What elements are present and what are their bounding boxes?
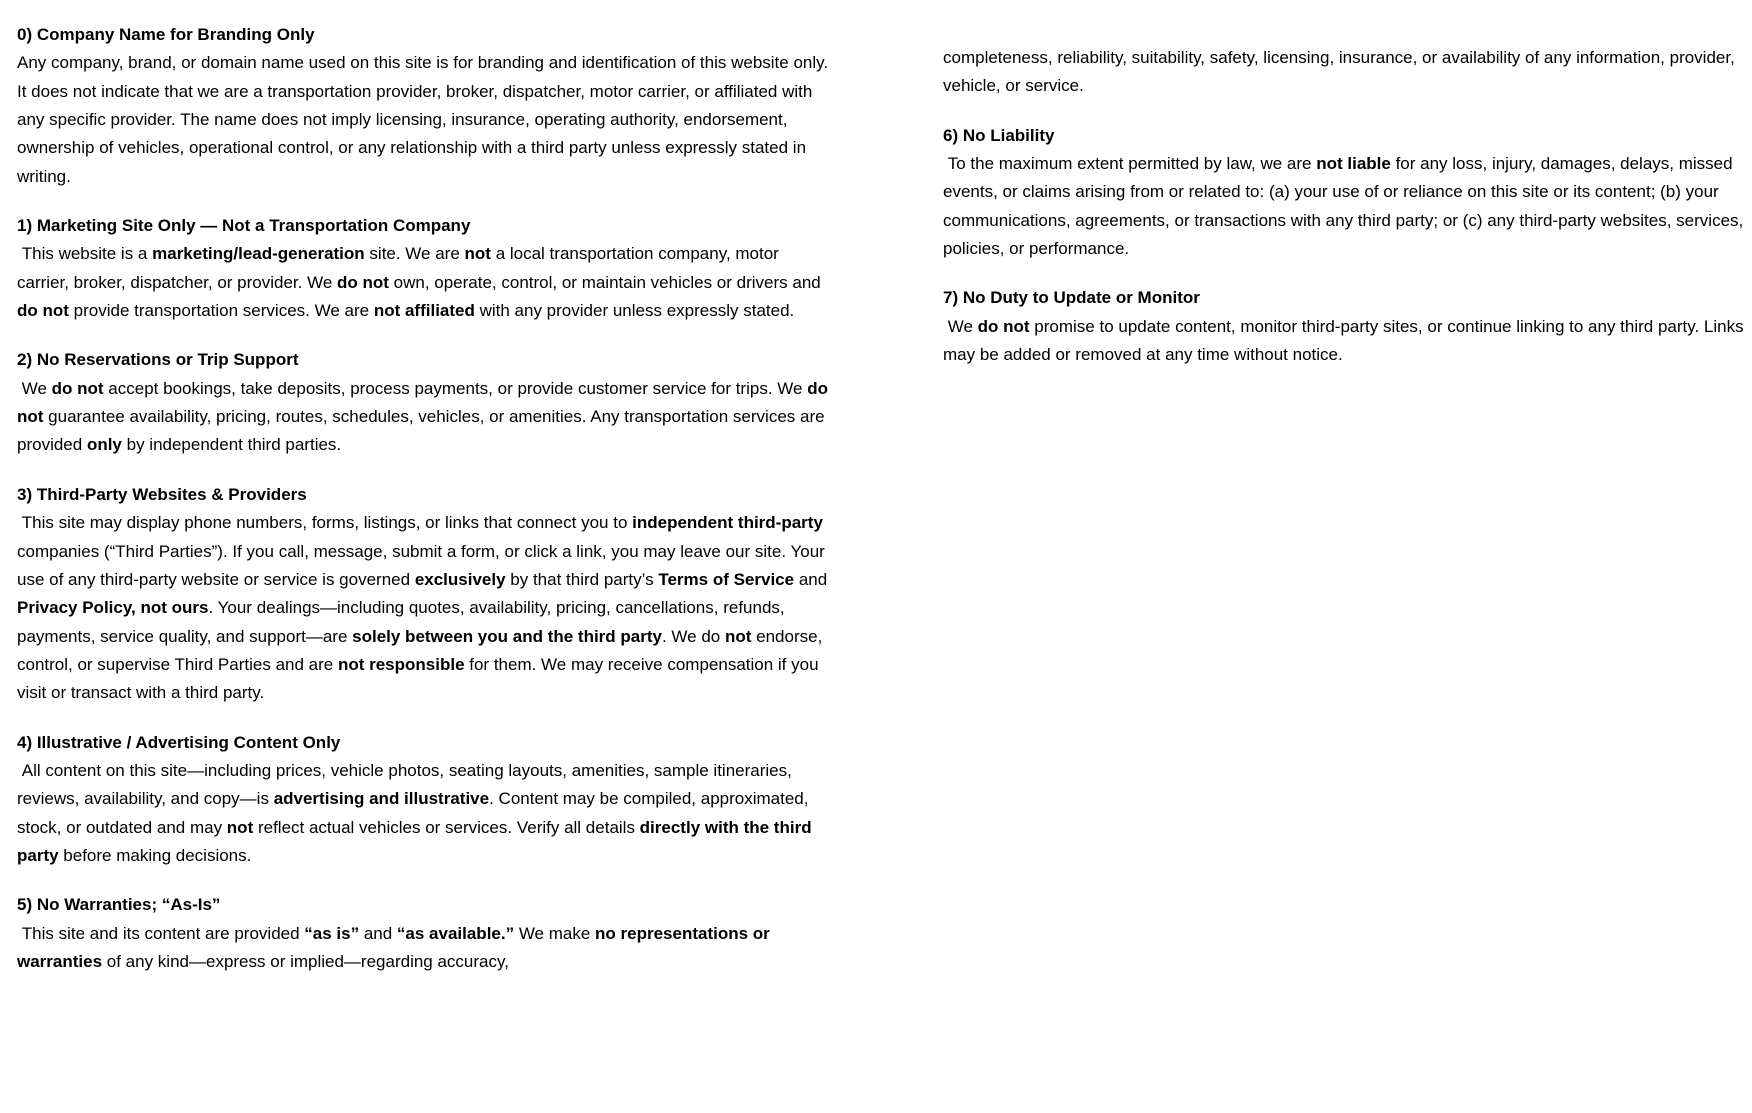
body-text: by that third party’s — [505, 569, 659, 589]
section-heading — [943, 284, 1748, 312]
body-text: companies (“Third Parties”). If you call, message, submit a form, or click a link, you may leave our site. Your use of any third-party website or service is governed — [17, 513, 830, 589]
body-text: guarantee availability, pricing, routes, schedules, vehicles, or amenities. Any transportation services are provided — [17, 407, 830, 455]
section-body — [17, 509, 833, 707]
section-body — [17, 240, 833, 325]
section-heading-text: 6) No Liability — [943, 125, 1055, 145]
section-heading-text: 2) No Reservations or Trip Support — [17, 350, 299, 370]
emphasis-text: independent third-party — [632, 513, 823, 533]
emphasis-text: directly with the third party — [17, 817, 817, 865]
section-heading-text: 1) Marketing Site Only — Not a Transportation Company — [17, 216, 471, 236]
body-text: . Content may be compiled, approximated, stock, or outdated and may — [17, 789, 814, 837]
section-0-company-name-branding — [17, 21, 833, 191]
section-2-no-reservations — [17, 346, 833, 459]
emphasis-text: exclusively — [414, 569, 506, 589]
section-heading — [17, 21, 833, 49]
body-text: provide transportation services. We are — [68, 301, 374, 321]
section-4-illustrative-content — [17, 729, 833, 871]
body-text: . We do — [661, 626, 725, 646]
section-7-no-duty-to-update — [943, 284, 1748, 369]
body-text: site. We are — [364, 244, 465, 264]
section-heading — [17, 891, 833, 919]
body-text: of any kind—express or implied—regarding accuracy, — [102, 951, 509, 971]
body-text: own, operate, control, or maintain vehicles or drivers and — [388, 272, 826, 292]
body-text: a local transportation company, motor carrier, broker, dispatcher, or provider. We — [17, 244, 784, 292]
emphasis-text: do not — [17, 301, 69, 321]
body-text: for them. We may receive compensation if you visit or transact with a third party. — [17, 654, 824, 703]
section-heading — [17, 729, 833, 757]
section-heading-text: 7) No Duty to Update or Monitor — [943, 288, 1200, 308]
section-3-third-party-websites — [17, 481, 833, 708]
emphasis-text: solely between you and the third party — [352, 626, 662, 646]
left-column — [17, 21, 833, 1113]
section-1-marketing-site-only — [17, 212, 833, 325]
emphasis-text: not — [464, 244, 491, 264]
section-5-no-warranties-continued — [943, 44, 1748, 101]
body-text: Any company, brand, or domain name used on this site is for branding and identification of this website only. It does not indicate that we are a transportation provider, broker, dispatcher, motor carrier, or affiliated with any specific provider. The name does not imply licensing, insurance, operating authority, endorsement, ownership of vehicles, operational control, or any relationship with a third party unless expressly stated in writing. — [17, 53, 833, 186]
section-5-no-warranties — [17, 891, 833, 976]
emphasis-text: not liable — [1316, 154, 1391, 174]
emphasis-text: not affiliated — [373, 301, 475, 321]
section-heading — [17, 346, 833, 374]
emphasis-text: no representations or warranties — [17, 923, 775, 971]
section-heading-text: 5) No Warranties; “As-Is” — [17, 895, 221, 915]
section-heading — [943, 122, 1748, 150]
emphasis-text: “as available.” — [396, 923, 515, 943]
section-heading — [17, 212, 833, 240]
body-text: by independent third parties. — [121, 435, 342, 455]
body-text: To the maximum extent permitted by law, we are — [943, 154, 1317, 174]
emphasis-text: do not — [51, 378, 104, 398]
emphasis-text: not — [724, 626, 752, 646]
section-body — [943, 313, 1748, 370]
section-heading — [17, 481, 833, 509]
body-text: All content on this site—including prices, vehicle photos, seating layouts, amenities, sample itineraries, reviews, availability, and copy—is — [17, 760, 797, 809]
body-text: before making decisions. — [58, 845, 252, 865]
section-heading-text: 4) Illustrative / Advertising Content Only — [17, 732, 341, 752]
section-6-no-liability — [943, 122, 1748, 264]
section-body — [943, 150, 1748, 263]
section-body — [943, 44, 1748, 101]
body-text: for any loss, injury, damages, delays, missed events, or claims arising from or related to: (a) your use of or reliance on this site or its content; (b) your communications, agreements, or transactions with any third party; or (c) any third-party websites, services, policies, or performance. — [943, 154, 1748, 259]
body-text: This site may display phone numbers, forms, listings, or links that connect you to — [17, 513, 633, 533]
body-text: and — [359, 923, 397, 943]
body-text: completeness, reliability, suitability, safety, licensing, insurance, or availability of any information, provider, vehicle, or service. — [943, 48, 1740, 96]
body-text: We — [943, 316, 978, 336]
body-text: promise to update content, monitor third-party sites, or continue linking to any third party. Links may be added or removed at any time without notice. — [943, 316, 1749, 365]
emphasis-text: Terms of Service — [658, 569, 795, 589]
emphasis-text: do not — [337, 272, 389, 292]
emphasis-text: not — [226, 817, 254, 837]
emphasis-text: not responsible — [337, 654, 465, 674]
emphasis-text: marketing/lead-generation — [152, 244, 365, 264]
body-text: This site and its content are provided — [17, 923, 305, 943]
emphasis-text: do not — [977, 316, 1030, 336]
section-body — [17, 375, 833, 460]
section-heading-text: 0) Company Name for Branding Only — [17, 25, 315, 44]
body-text: and — [794, 569, 832, 589]
body-text: . Your dealings—including quotes, availability, pricing, cancellations, refunds, payments, service quality, and support—are — [17, 598, 790, 646]
body-text: accept bookings, take deposits, process payments, or provide customer service for trips. We — [103, 378, 808, 398]
body-text: reflect actual vehicles or services. Verify all details — [253, 817, 640, 837]
section-body — [17, 920, 833, 977]
emphasis-text: only — [86, 435, 122, 455]
right-column — [943, 21, 1748, 1113]
body-text: We — [17, 378, 52, 398]
emphasis-text: advertising and illustrative — [273, 789, 490, 809]
body-text: with any provider unless expressly stated. — [474, 301, 795, 321]
emphasis-text: Privacy Policy, not ours — [17, 598, 209, 618]
section-body — [17, 757, 833, 870]
emphasis-text: do not — [17, 378, 833, 427]
section-body — [17, 49, 833, 191]
body-text: We make — [514, 923, 596, 943]
body-text: This website is a — [17, 244, 153, 264]
section-heading-text: 3) Third-Party Websites & Providers — [17, 484, 307, 504]
emphasis-text: “as is” — [304, 923, 360, 943]
body-text: endorse, control, or supervise Third Parties and are — [17, 626, 828, 674]
